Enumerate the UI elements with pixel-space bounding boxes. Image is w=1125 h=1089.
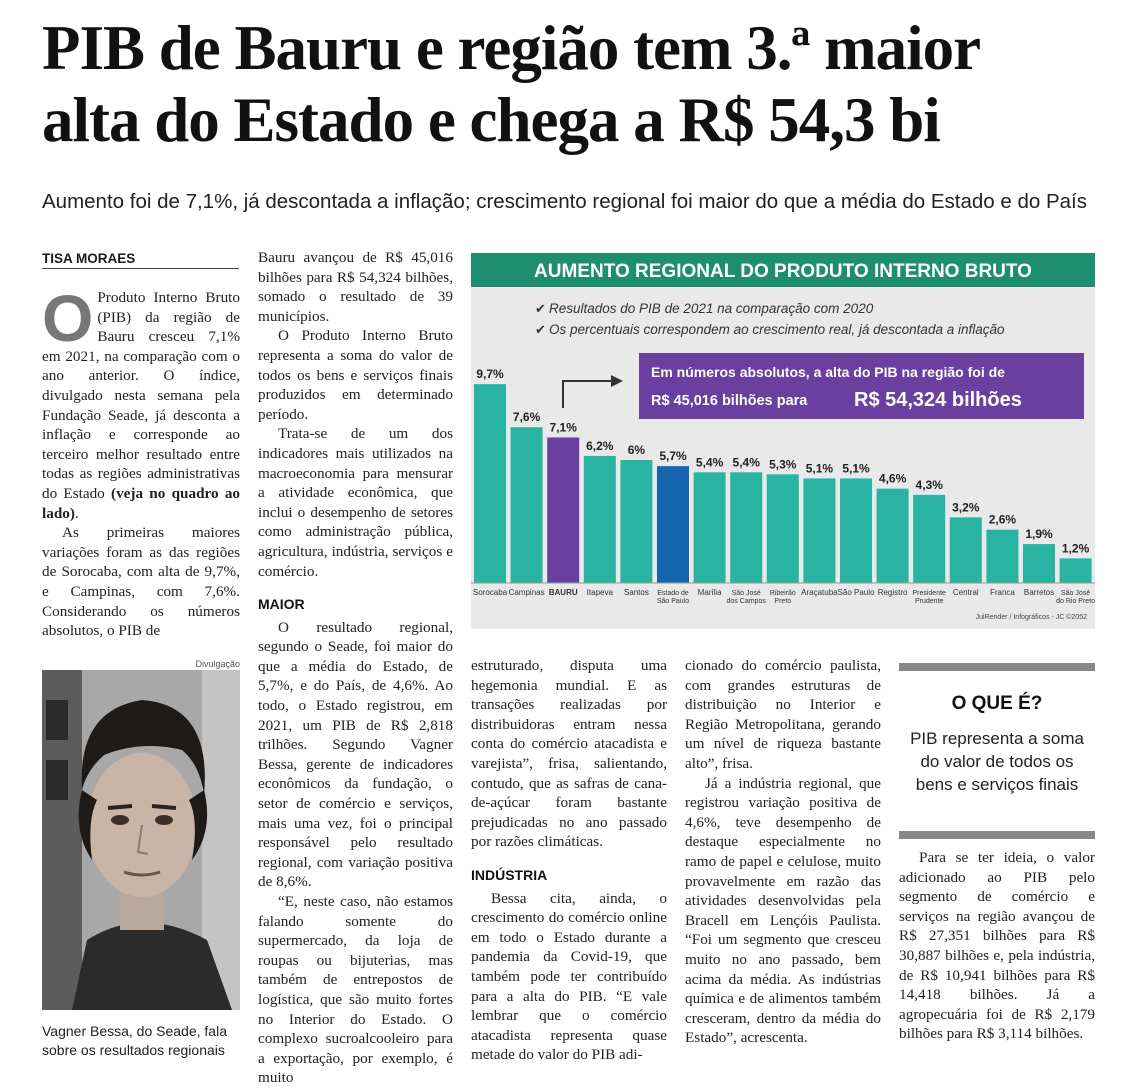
bar-16 (1060, 558, 1092, 583)
category-label-3: Itapeva (586, 588, 613, 597)
value-label-12: 4,3% (915, 477, 943, 492)
paragraph: cionado do comércio paulista, com grandes estruturas de distribuição no Interior e Região Metropolitana, gerando um nível de riqueza bastante alto”, frisa. (685, 657, 881, 772)
article-column-4 (685, 656, 881, 1048)
paragraph: “E, neste caso, não estamos falando somente do supermercado, da loja de roupas ou bijuterias, mas também de entrepostos de logística, que são muito fortes no Interior do Estado. O complexo sucroalcooleiro para a exportação, por exemplo, é muito (258, 893, 453, 1087)
bar-14 (986, 530, 1018, 583)
photo-credit: Divulgação (195, 659, 240, 669)
category-label-8: Ribeirão (769, 590, 796, 597)
category-label-16: São José (1061, 590, 1091, 597)
category-label-9: Araçatuba (801, 588, 838, 597)
paragraph: estruturado, disputa uma hegemonia mundial. E as transações realizadas por distribuidoras entram nessa conta do comércio atacadista e varejista”, frisa, salientando, contudo, que as safras de cana-de-açúcar foram bastante prejudicadas no ano passado por razões climáticas. (471, 657, 667, 851)
info-box (899, 663, 1095, 839)
chart-bullet-1: Resultados do PIB de 2021 na comparação com 2020 (549, 301, 874, 316)
bar-15 (1023, 544, 1055, 583)
paragraph: Bauru avançou de R$ 45,016 bilhões para R$ 54,324 bilhões, somado o resultado de 39 municípios. (258, 249, 453, 325)
category-label-7: São José (731, 590, 761, 597)
category-label-13: Central (952, 588, 979, 597)
category-label-15: Barretos (1023, 588, 1055, 597)
category-label-6: Marília (697, 588, 722, 597)
callout-line-1: Em números absolutos, a alta do PIB na região foi de (651, 364, 1005, 380)
see-box-reference: (veja no quadro ao lado) (42, 484, 241, 522)
portrait-illustration (42, 670, 240, 1010)
paragraph: Já a indústria regional, que registrou variação positiva de 4,6%, teve desempenho de destaque especialmente no ramo de papel e celulose, muito provavelmente em razão das atividades desenvolvidas pela Bracell em Lençóis Paulista. “Foi um segmento que cresceu muito no ano passado, bem acima da média. As indústrias química e de alimentos também cresceram, dentro da média do Estado”, acrescenta. (685, 774, 881, 1047)
category-label-16: do Rio Preto (1056, 598, 1095, 605)
value-label-1: 7,6% (512, 410, 541, 425)
subheadline: Aumento foi de 7,1%, já descontada a inflação; crescimento regional foi maior do que a média do Estado e do País (42, 190, 1087, 213)
value-label-9: 5,1% (805, 461, 834, 476)
paragraph: O Produto Interno Bruto representa a soma do valor de todos os bens e serviços finais produzidos em determinado período. (258, 327, 453, 423)
bar-3 (584, 456, 616, 583)
bar-1 (511, 427, 543, 583)
headline-line1: PIB de Bauru e região tem 3.ª maior (42, 13, 981, 83)
value-label-13: 3,2% (952, 500, 980, 515)
bar-2 (547, 437, 579, 583)
bar-10 (840, 478, 872, 583)
category-label-4: Santos (623, 588, 649, 597)
value-label-6: 5,4% (695, 455, 724, 470)
value-label-11: 4,6% (878, 471, 907, 486)
gdp-chart (471, 253, 1095, 629)
category-label-2: BAURU (548, 588, 578, 597)
category-label-1: Campinas (508, 588, 545, 597)
author-byline: TISA MORAES (42, 251, 239, 269)
value-label-0: 9,7% (476, 367, 504, 382)
value-label-4: 6% (627, 443, 646, 457)
drop-cap: O (42, 281, 94, 355)
value-label-7: 5,4% (732, 455, 760, 470)
paragraph: As primeiras maiores variações foram as das regiões de Sorocaba, com alta de 9,7%, e Campinas, com 7,6%. Considerando os números absolutos, o PIB de (42, 524, 240, 640)
chart-title: AUMENTO REGIONAL DO PRODUTO INTERNO BRUTO (534, 261, 1032, 282)
category-label-7: dos Campos (726, 598, 766, 605)
paragraph: Trata-se de um dos indicadores mais utilizados na macroeconomia para mensurar a atividade econômica, que inclui o desempenho de setores como administração pública, agricultura, indústria, serviços e comércio. (258, 425, 453, 580)
bar-5 (657, 466, 689, 583)
bar-8 (767, 474, 799, 583)
value-label-15: 1,9% (1025, 527, 1053, 542)
category-label-11: Registro (877, 588, 908, 597)
article-column-2 (258, 248, 453, 1088)
check-icon: ✔ (535, 322, 546, 337)
category-label-12: Presidente (912, 590, 946, 597)
value-label-5: 5,7% (659, 449, 687, 464)
bar-13 (950, 517, 982, 583)
category-label-10: São Paulo (837, 588, 875, 597)
category-label-5: São Paulo (656, 598, 690, 605)
callout-line-2b: R$ 54,324 bilhões (854, 389, 1022, 411)
check-icon: ✔ (535, 301, 546, 316)
info-box-text: PIB representa a soma do valor de todos os bens e serviços finais (910, 729, 1084, 794)
photo-caption: Vagner Bessa, do Seade, fala sobre os resultados regionais (42, 1023, 227, 1058)
bar-0 (474, 384, 506, 583)
value-label-10: 5,1% (842, 461, 870, 476)
chart-bullet-2: Os percentuais correspondem ao crescimento real, já descontada a inflação (549, 322, 1005, 337)
value-label-8: 5,3% (769, 457, 797, 472)
paragraph: Para se ter ideia, o valor adicionado ao PIB pelo segmento de comércio e serviços na região avançou de R$ 27,351 bilhões para R$ 30,887 bilhões e, pela indústria, de R$ 10,941 bilhões para R$ 14,418 bilhões. Já a agropecuária foi de R$ 2,179 bilhões para R$ 3,114 bilhões. (899, 849, 1095, 1043)
paragraph: Bessa cita, ainda, o crescimento do comércio online em todo o Estado durante a pandemia da Covid-19, que também pode ter contribuído para a alta do PIB. “E vale lembrar que o comércio atacadista representa quase metade do valor do PIB adi- (471, 889, 667, 1064)
portrait-photo (42, 670, 240, 1010)
section-heading-maior: MAIOR (258, 596, 305, 613)
bar-6 (694, 472, 726, 583)
category-label-12: Prudente (914, 598, 944, 605)
bar-12 (913, 495, 945, 583)
article-column-5 (899, 848, 1095, 1044)
category-label-8: Preto (774, 598, 792, 605)
bar-11 (877, 489, 909, 583)
category-label-0: Sorocaba (472, 588, 508, 597)
section-heading-industria: INDÚSTRIA (471, 866, 548, 883)
info-box-title: O QUE É? (951, 693, 1043, 714)
bar-9 (803, 478, 835, 583)
callout-line-2a: R$ 45,016 bilhões para (651, 393, 808, 409)
category-label-14: Franca (989, 588, 1015, 597)
headline (42, 12, 1102, 156)
chart-svg (471, 253, 1095, 629)
category-label-5: Estado de (657, 590, 689, 597)
value-label-2: 7,1% (549, 420, 577, 435)
value-label-3: 6,2% (586, 438, 614, 453)
article-column-3 (471, 656, 667, 1065)
paragraph: O resultado regional, segundo o Seade, foi maior do que a média do Estado, de 5,7%, e do País, de 4,6%. Ao todo, o Estado registrou, em 2021, um PIB de R$ 2,818 trilhões. Segundo Vagner Bessa, gerente de indicadores econômicos da fundação, o setor de comércio e serviços, mais uma vez, foi o principal responsável pelo resultado regional, com variação positiva de 8,6%. (258, 618, 453, 891)
headline-line2: alta do Estado e chega a R$ 54,3 bi (42, 85, 940, 155)
bar-7 (730, 472, 762, 583)
bar-4 (620, 460, 652, 583)
article-column-1 (42, 281, 241, 641)
lead-paragraph: O Produto Interno Bruto (PIB) da região de Bauru cresceu 7,1% em 2021, na comparação com o ano anterior. O índice, divulgado nesta semana pela Fundação Seade, já desconta a inflação e corresponde ao terceiro melhor resultado entre todas as regiões administrativas do Estado (veja no quadro ao lado). (42, 281, 241, 522)
value-label-16: 1,2% (1061, 541, 1090, 556)
chart-footer: JulRender / Infográficos - JC ©2052 (975, 614, 1087, 621)
value-label-14: 2,6% (988, 512, 1017, 527)
